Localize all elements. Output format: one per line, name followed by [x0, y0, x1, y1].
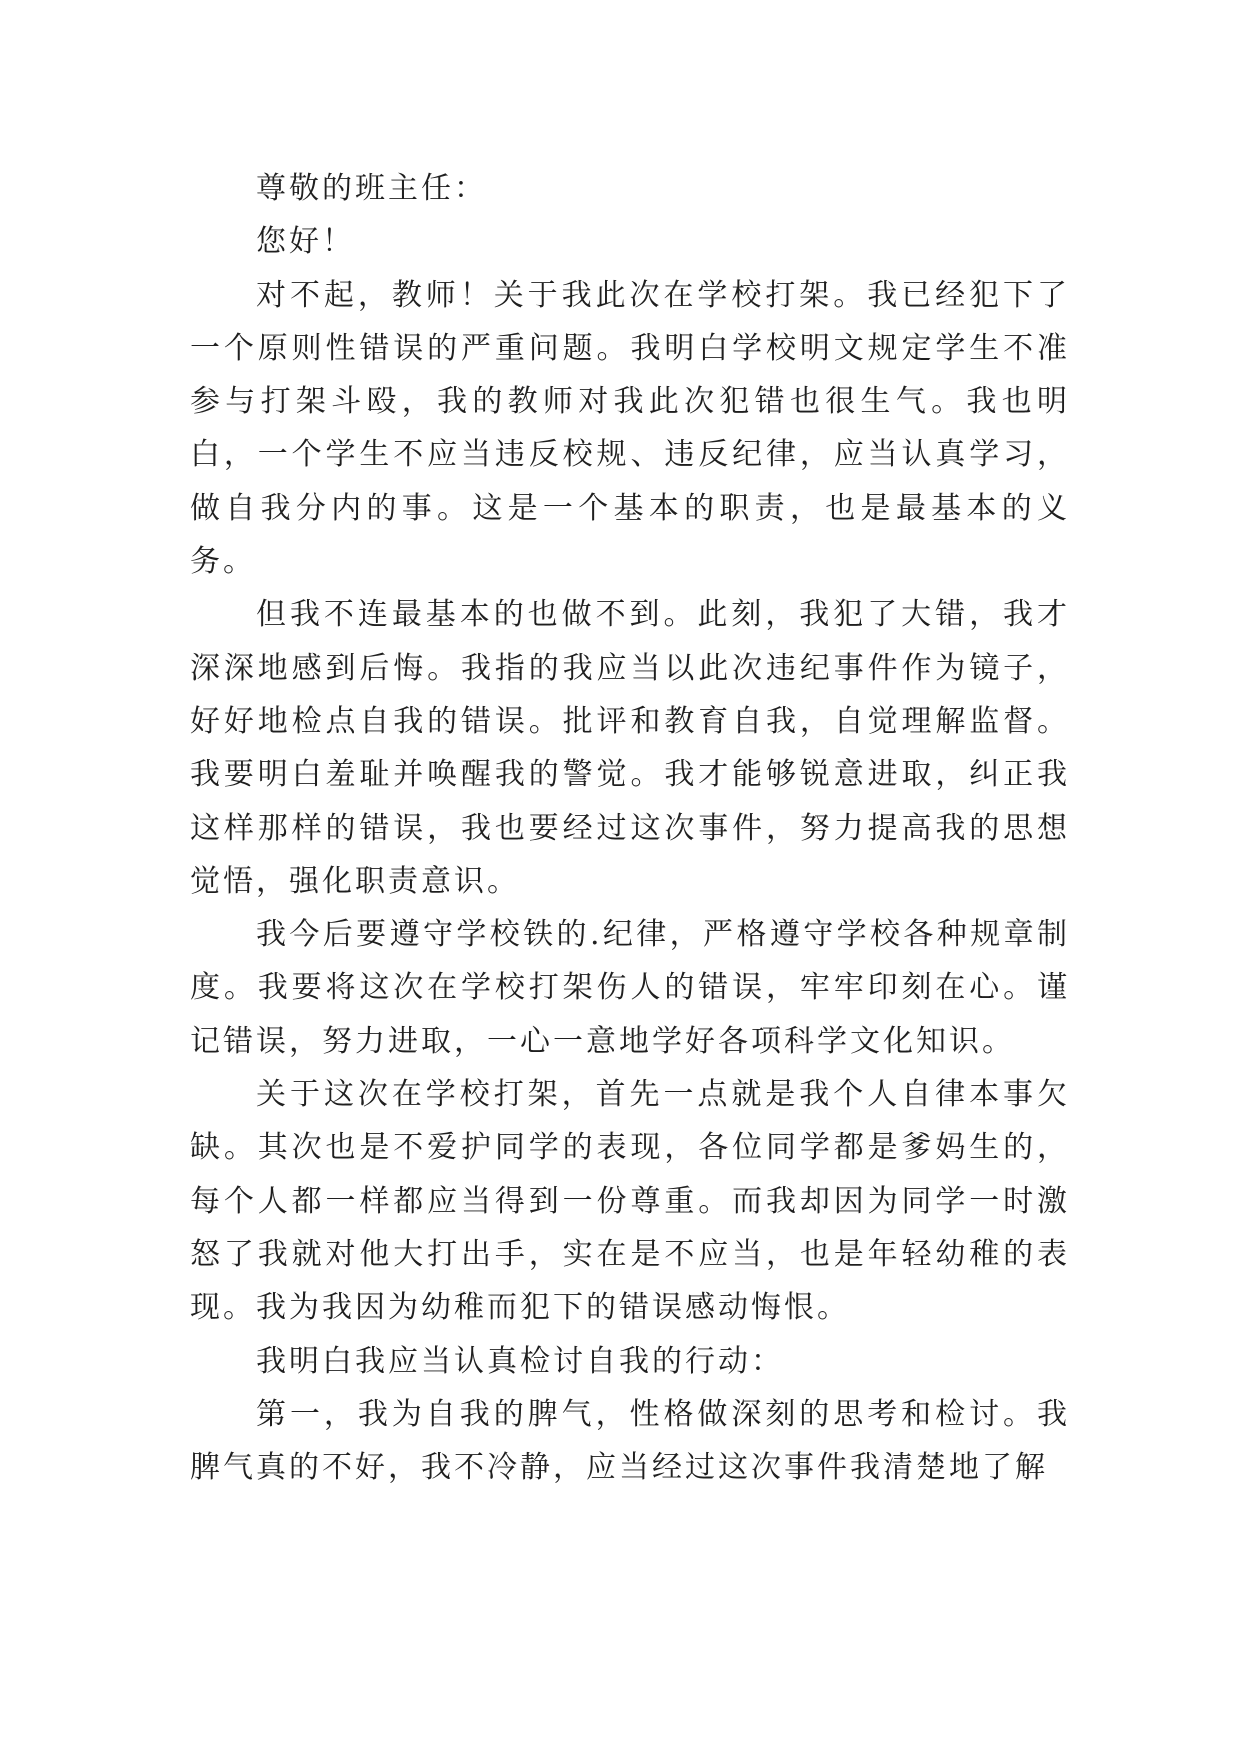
salutation: 尊敬的班主任： [256, 171, 487, 206]
paragraph: 但我不连最基本的也做不到。此刻，我犯了大错，我才深深地感到后悔。我指的我应当以此次违纪事件作为镜子，好好地检点自我的错误。批评和教育自我，自觉理解监督。我要明白羞耻并唤醒我的警觉。我才能够锐意进取，纠正我这样那样的错误，我也要经过这次事件，努力提高我的思想觉悟，强化职责意识。 [190, 597, 1070, 899]
paragraph: 关于这次在学校打架，首先一点就是我个人自律本事欠缺。其次也是不爱护同学的表现，各位同学都是爹妈生的，每个人都一样都应当得到一份尊重。而我却因为同学一时激怒了我就对他大打出手，实在是不应当，也是年轻幼稚的表现。我为我因为幼稚而犯下的错误感动悔恨。 [190, 1077, 1070, 1326]
paragraph: 第一，我为自我的脾气，性格做深刻的思考和检讨。我脾气真的不好，我不冷静，应当经过这次事件我清楚地了解 [190, 1396, 1070, 1486]
paragraph: 我今后要遵守学校铁的.纪律，严格遵守学校各种规章制度。我要将这次在学校打架伤人的错误，牢牢印刻在心。谨记错误，努力进取，一心一意地学好各项科学文化知识。 [190, 917, 1070, 1059]
paragraph: 对不起，教师！关于我此次在学校打架。我已经犯下了一个原则性错误的严重问题。我明白学校明文规定学生不准参与打架斗殴，我的教师对我此次犯错也很生气。我也明白，一个学生不应当违反校规、违反纪律，应当认真学习，做自我分内的事。这是一个基本的职责，也是最基本的义务。 [190, 277, 1070, 580]
letter-body [190, 162, 1070, 1494]
paragraph: 我明白我应当认真检讨自我的行动： [256, 1343, 784, 1379]
greeting: 您好！ [256, 224, 355, 260]
